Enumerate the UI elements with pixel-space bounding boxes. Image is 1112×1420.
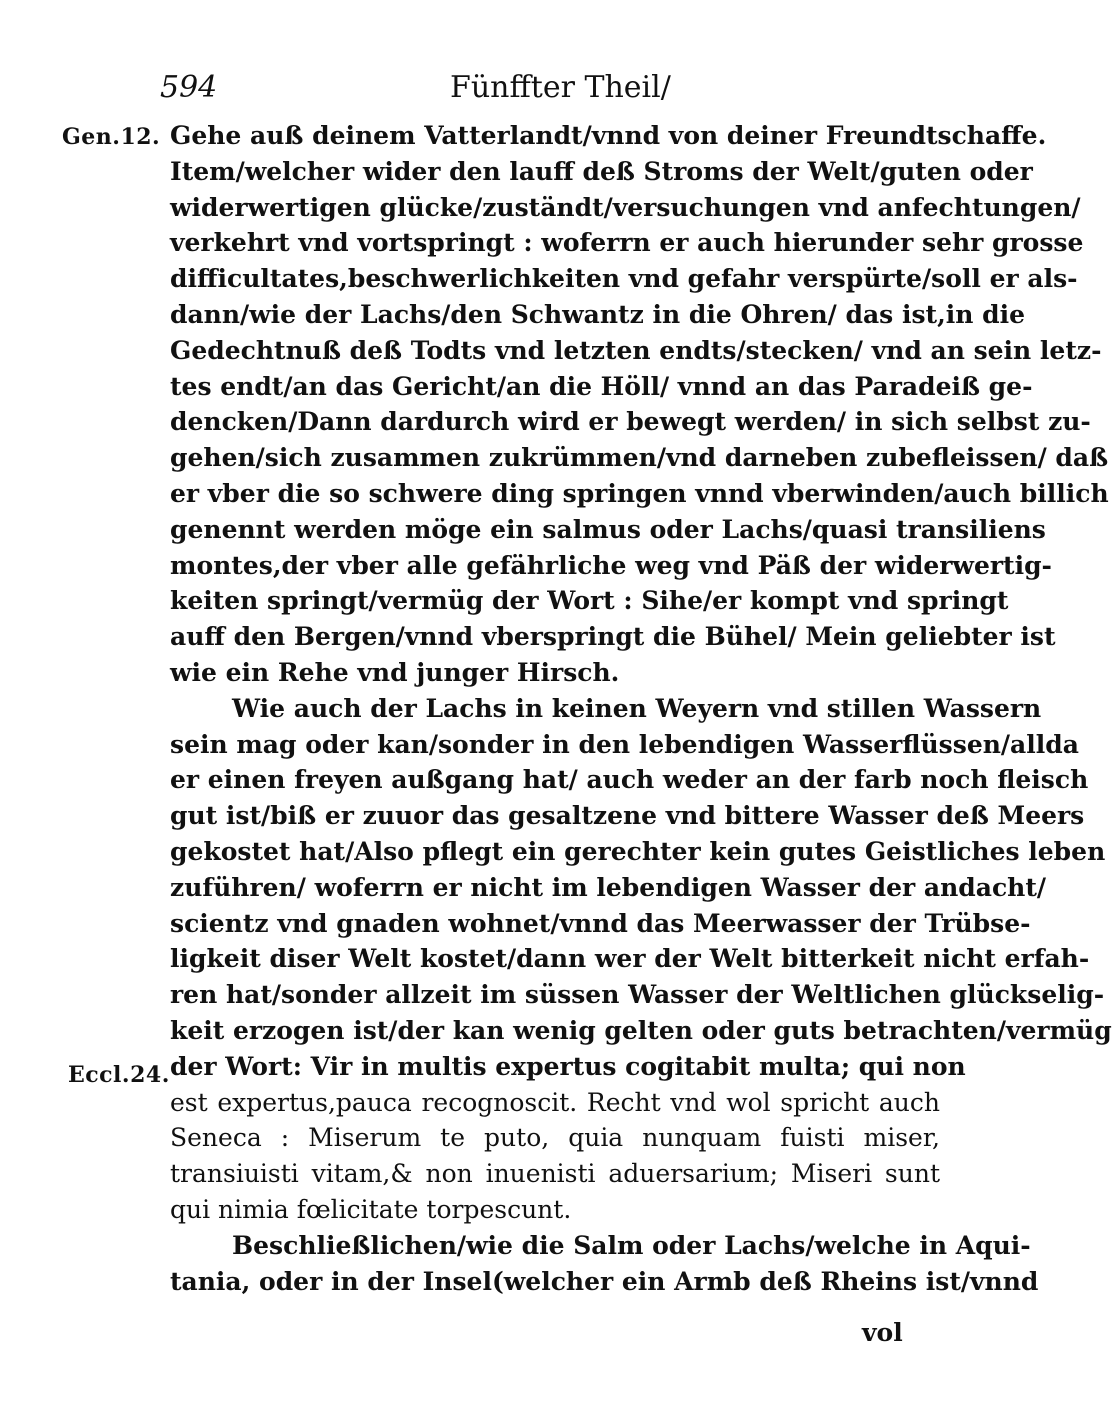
- text-line: genennt werden möge ein salmus oder Lachs/quasi transiliens: [170, 514, 1046, 544]
- text-line: gekostet hat/Also pflegt ein gerechter kein gutes Geistliches leben: [170, 836, 1106, 866]
- margin-note-ecclesiasticus: Eccl.24.: [68, 1062, 170, 1088]
- text-line: dann/wie der Lachs/den Schwantz in die Ohren/ das ist,in die: [170, 299, 1026, 329]
- text-line: ligkeit diser Welt kostet/dann wer der Welt bitterkeit nicht erfah-: [170, 944, 1090, 974]
- text-line: scientz vnd gnaden wohnet/vnnd das Meerwasser der Trübse-: [170, 908, 1031, 938]
- text-line: difficultates,beschwerlichkeiten vnd gefahr verspürte/soll er als-: [170, 264, 1078, 294]
- text-line: er vber die so schwere ding springen vnnd vberwinden/auch billich: [170, 478, 1109, 508]
- text-line: er einen freyen außgang hat/ auch weder an der farb noch fleisch: [170, 765, 1089, 795]
- text-line: tania, oder in der Insel(welcher ein Armb deß Rheins ist/vnnd: [170, 1266, 1039, 1296]
- text-line: gut ist/biß er zuuor das gesaltzene vnd bittere Wasser deß Meers: [170, 801, 1085, 831]
- body-text: [170, 118, 1112, 1299]
- text-line: der Wort: Vir in multis expertus cogitabit multa; qui non: [170, 1051, 966, 1081]
- running-title: Fünffter Theil/: [450, 70, 671, 105]
- text-line: ren hat/sonder allzeit im süssen Wasser der Weltlichen glückselig-: [170, 980, 1105, 1010]
- text-line: auff den Bergen/vnnd vberspringt die Bühel/ Mein geliebter ist: [170, 622, 1056, 652]
- latin-text-line: transiuisti vitam,& non inuenisti aduersarium; Miseri sunt: [170, 1159, 940, 1189]
- text-line: keit erzogen ist/der kan wenig gelten oder guts betrachten/vermüg: [170, 1015, 1112, 1045]
- text-line: verkehrt vnd vortspringt : woferrn er auch hierunder sehr grosse: [170, 228, 1084, 258]
- text-line: Item/welcher wider den lauff deß Stroms der Welt/guten oder: [170, 156, 1033, 186]
- page-number: 594: [160, 70, 218, 105]
- text-line: Gehe auß deinem Vatterlandt/vnnd von deiner Freundtschaffe.: [170, 121, 1047, 150]
- text-line: widerwertigen glücke/zuständt/versuchungen vnd anfechtungen/: [170, 192, 1081, 222]
- text-line: Gedechtnuß deß Todts vnd letzten endts/stecken/ vnd an sein letz-: [170, 335, 1102, 365]
- text-line: wie ein Rehe vnd junger Hirsch.: [170, 657, 620, 687]
- text-line: sein mag oder kan/sonder in den lebendigen Wasserflüssen/allda: [170, 729, 1079, 759]
- latin-text-line: Seneca : Miserum te puto, quia nunquam fuisti miser,: [170, 1123, 940, 1153]
- margin-note-genesis: Gen.12.: [62, 124, 161, 150]
- paragraph-start-line: Wie auch der Lachs in keinen Weyern vnd stillen Wassern: [232, 693, 1042, 723]
- text-line: zuführen/ woferrn er nicht im lebendigen Wasser der andacht/: [170, 872, 1047, 902]
- latin-text-line: est expertus,pauca recognoscit. Recht vnd wol spricht auch: [170, 1087, 940, 1117]
- text-line: dencken/Dann dardurch wird er bewegt werden/ in sich selbst zu-: [170, 407, 1091, 437]
- text-line: gehen/sich zusammen zukrümmen/vnd darneben zubefleissen/ daß: [170, 443, 1109, 473]
- text-line: montes,der vber alle gefährliche weg vnd Päß der widerwertig-: [170, 550, 1052, 580]
- paragraph-start-line: Beschließlichen/wie die Salm oder Lachs/welche in Aqui-: [232, 1230, 1031, 1260]
- text-line: keiten springt/vermüg der Wort : Sihe/er kompt vnd springt: [170, 586, 1009, 616]
- latin-text-line: qui nimia fœlicitate torpescunt.: [170, 1194, 572, 1224]
- page-header: [160, 70, 940, 114]
- catchword: vol: [862, 1318, 903, 1347]
- text-line: tes endt/an das Gericht/an die Höll/ vnnd an das Paradeiß ge-: [170, 371, 1033, 401]
